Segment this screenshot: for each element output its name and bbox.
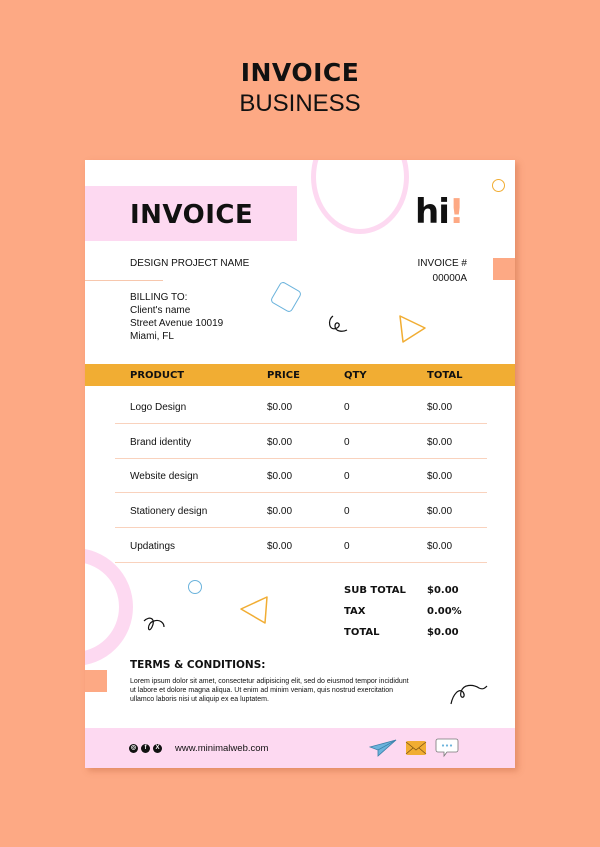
- qty-cell: 0: [344, 471, 350, 482]
- column-qty: QTY: [344, 370, 367, 381]
- qty-cell: 0: [344, 506, 350, 517]
- envelope-icon[interactable]: [405, 740, 427, 756]
- total-label: TOTAL: [344, 627, 380, 638]
- subtotal-value: $0.00: [427, 585, 459, 596]
- pink-oval-decoration: [311, 160, 409, 234]
- column-product: PRODUCT: [130, 370, 185, 381]
- billing-label: BILLING TO:: [130, 292, 188, 303]
- table-row: [115, 528, 487, 563]
- project-name: DESIGN PROJECT NAME: [130, 258, 250, 269]
- table-row: [115, 458, 487, 493]
- tax-value: 0.00%: [427, 606, 462, 617]
- price-cell: $0.00: [267, 506, 293, 517]
- yellow-circle-decoration: [492, 179, 505, 192]
- total-cell: $0.00: [427, 402, 453, 413]
- blue-circle-decoration: [188, 580, 202, 594]
- facebook-icon[interactable]: f: [141, 744, 150, 753]
- paper-plane-icon[interactable]: [369, 739, 397, 757]
- qty-cell: 0: [344, 402, 350, 413]
- table-row: [115, 493, 487, 528]
- yellow-triangle-decoration: [395, 312, 429, 346]
- footer: [85, 728, 515, 768]
- column-total: TOTAL: [427, 370, 463, 381]
- peach-block-decoration-2: [85, 670, 107, 692]
- product-cell: Logo Design: [130, 402, 187, 413]
- divider: [85, 280, 163, 281]
- terms-title: TERMS & CONDITIONS:: [130, 659, 266, 671]
- client-street: Street Avenue 10019: [130, 318, 224, 329]
- product-cell: Updatings: [130, 541, 176, 552]
- column-price: PRICE: [267, 370, 300, 381]
- chat-bubble-icon[interactable]: [435, 738, 459, 758]
- instagram-icon[interactable]: ◎: [130, 745, 137, 751]
- billing-block: [130, 291, 223, 343]
- x-icon[interactable]: X: [153, 744, 162, 753]
- table-header: [85, 364, 515, 386]
- product-cell: Website design: [130, 471, 199, 482]
- total-cell: $0.00: [427, 506, 453, 517]
- header-subtitle: BUSINESS: [239, 90, 361, 117]
- peach-block-decoration: [493, 258, 515, 280]
- price-cell: $0.00: [267, 437, 293, 448]
- blue-diamond-decoration: [270, 281, 303, 314]
- tax-label: TAX: [344, 606, 366, 617]
- invoice-title: INVOICE: [130, 200, 254, 230]
- yellow-triangle-left-decoration: [235, 593, 271, 627]
- squiggle-decoration: [325, 310, 353, 338]
- greeting: [415, 192, 463, 232]
- squiggle-decoration-3: [449, 680, 489, 706]
- invoice-number-label: INVOICE #: [417, 258, 467, 269]
- client-name: Client's name: [130, 305, 191, 316]
- qty-cell: 0: [344, 437, 350, 448]
- price-cell: $0.00: [267, 541, 293, 552]
- squiggle-decoration-2: [142, 615, 168, 637]
- table-row: [115, 389, 487, 424]
- pink-ring-decoration: [85, 548, 133, 666]
- terms-body: Lorem ipsum dolor sit amet, consectetur adipisicing elit, sed do eiusmod tempor incididunt ut labore et dolore magna aliqua. Ut enim ad minim veniam, quis nostrud exercitation ullamco laboris nisi ut aliquip ex ea luptatem.: [130, 678, 409, 703]
- invoice-page: [85, 160, 515, 768]
- total-cell: $0.00: [427, 437, 453, 448]
- qty-cell: 0: [344, 541, 350, 552]
- total-cell: $0.00: [427, 471, 453, 482]
- price-cell: $0.00: [267, 471, 293, 482]
- website-link[interactable]: www.minimalweb.com: [175, 743, 269, 754]
- header-title: INVOICE: [240, 58, 360, 87]
- subtotal-label: SUB TOTAL: [344, 585, 406, 596]
- price-cell: $0.00: [267, 402, 293, 413]
- table-row: [115, 424, 487, 459]
- total-cell: $0.00: [427, 541, 453, 552]
- product-cell: Brand identity: [130, 437, 192, 448]
- greeting-text: hi: [415, 192, 449, 232]
- greeting-mark: !: [448, 192, 464, 232]
- product-cell: Stationery design: [130, 506, 208, 517]
- invoice-number: 00000A: [432, 273, 467, 284]
- invoice-number-block: [418, 256, 467, 286]
- total-value: $0.00: [427, 627, 459, 638]
- client-city: Miami, FL: [130, 331, 174, 342]
